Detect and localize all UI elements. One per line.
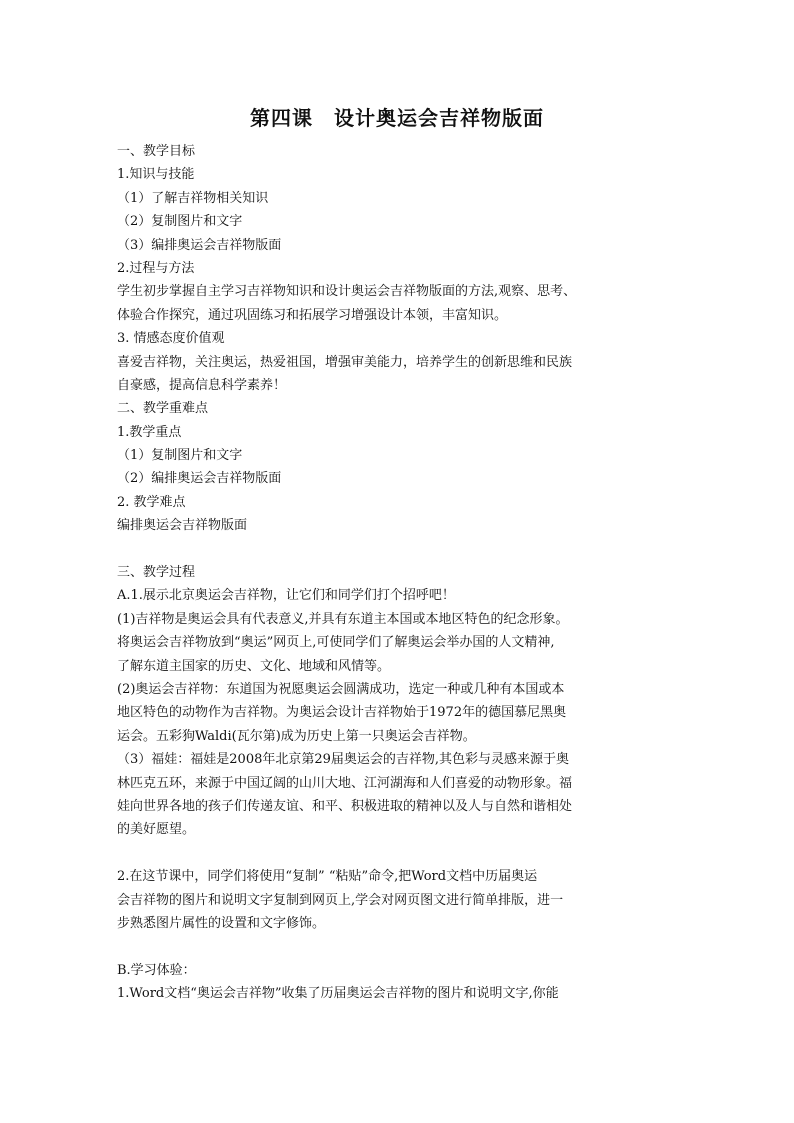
- text-line: 二、教学重难点: [117, 401, 209, 417]
- text-line: 一、教学目标: [117, 144, 196, 159]
- blank-line: [117, 538, 687, 561]
- text-line: 林匹克五环，来源于中国辽阔的山川大地、江河湖海和人们喜爱的动物形象。福: [117, 775, 573, 791]
- text-line: 1.Word文档“奥运会吉祥物”收集了历届奥运会吉祥物的图片和说明文字,你能: [117, 986, 559, 1002]
- text-line: 2. 教学难点: [117, 494, 186, 510]
- text-line: 编排奥运会吉祥物版面: [117, 518, 248, 534]
- text-line: 地区特色的动物作为吉祥物。为奥运会设计吉祥物始于1972年的德国慕尼黑奥: [117, 705, 567, 721]
- text-line: （2）编排奥运会吉祥物版面: [117, 471, 282, 487]
- text-line: 1.教学重点: [117, 424, 182, 440]
- text-line: A.1.展示北京奥运会吉祥物，让它们和同学们打个招呼吧！: [117, 588, 455, 604]
- page-title: 第四课 设计奥运会吉祥物版面: [250, 106, 544, 130]
- text-line: B.学习体验：: [117, 962, 196, 978]
- text-line: 喜爱吉祥物，关注奥运，热爱祖国，增强审美能力，培养学生的创新思维和民族: [117, 354, 573, 370]
- text-line: （2）复制图片和文字: [117, 214, 243, 230]
- text-line: （1）复制图片和文字: [117, 448, 243, 464]
- blank-line: [117, 935, 687, 958]
- text-line: 自豪感，提高信息科学素养！: [117, 377, 287, 393]
- text-line: 体验合作探究，通过巩固练习和拓展学习增强设计本领，丰富知识。: [117, 307, 508, 323]
- text-line: 的美好愿望。: [117, 822, 196, 838]
- text-line: （3）福娃：福娃是2008年北京第29届奥运会的吉祥物,其色彩与灵感来源于奥: [117, 752, 570, 768]
- text-line: 运会。五彩狗Waldi(瓦尔第)成为历史上第一只奥运会吉祥物。: [117, 728, 476, 744]
- text-line: (2)奥运会吉祥物：东道国为祝愿奥运会圆满成功，选定一种或几种有本国或本: [117, 681, 565, 697]
- text-line: 2.过程与方法: [117, 260, 195, 276]
- text-line: 将奥运会吉祥物放到“奥运”网页上,可使同学们了解奥运会举办国的人文精神,: [117, 635, 555, 651]
- text-line: （3）编排奥运会吉祥物版面: [117, 237, 282, 253]
- document-body: [117, 140, 687, 1005]
- text-line: 3. 情感态度价值观: [117, 331, 225, 347]
- text-line: 三、教学过程: [117, 565, 196, 581]
- text-line: 会吉祥物的图片和说明文字复制到网页上,学会对网页图文进行简单排版，进一: [117, 892, 564, 908]
- text-line: 了解东道主国家的历史、文化、地域和风情等。: [117, 658, 391, 674]
- text-line: 步熟悉图片属性的设置和文字修饰。: [117, 915, 326, 931]
- text-line: 1.知识与技能: [117, 167, 195, 183]
- text-line: (1)吉祥物是奥运会具有代表意义,并具有东道主本国或本地区特色的纪念形象。: [117, 611, 569, 627]
- text-line: 学生初步掌握自主学习吉祥物知识和设计奥运会吉祥物版面的方法,观察、思考、: [117, 284, 577, 300]
- text-line: 娃向世界各地的孩子们传递友谊、和平、积极进取的精神以及人与自然和谐相处: [117, 798, 573, 814]
- text-line: 2.在这节课中，同学们将使用“复制” “粘贴”命令,把Word文档中历届奥运: [117, 869, 538, 885]
- text-line: （1）了解吉祥物相关知识: [117, 190, 269, 206]
- blank-line: [117, 842, 687, 865]
